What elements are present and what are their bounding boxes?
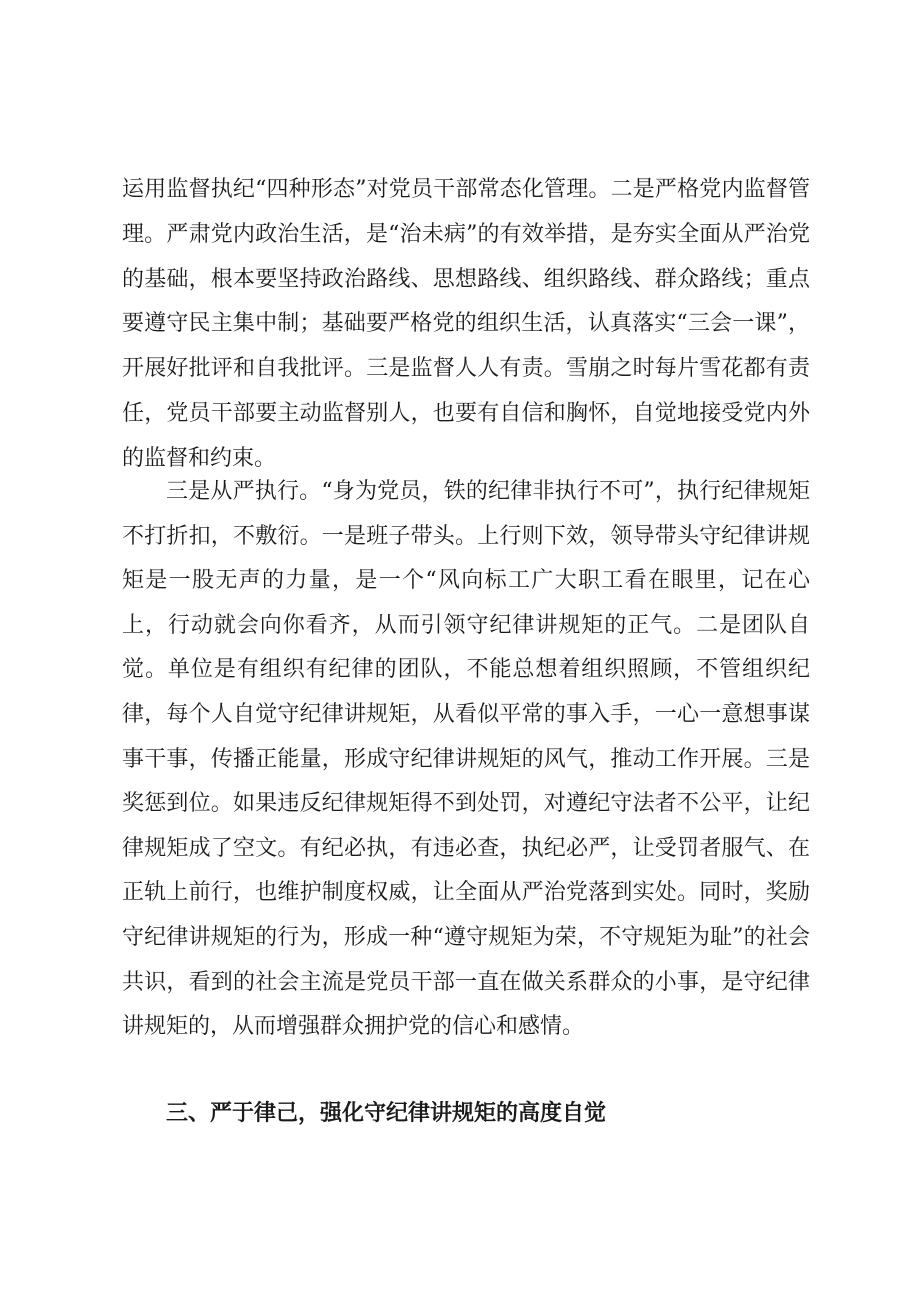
- body-paragraph: 运用监督执纪“四种形态”对党员干部常态化管理。二是严格党内监督管理。严肃党内政治生活，是“治未病”的有效举措，是夯实全面从严治党的基础，根本要坚持政治路线、思想路线、组织路线、群众路线；重点要遵守民主集中制；基础要严格党的组织生活，认真落实“三会一课”，开展好批评和自我批评。三是监督人人有责。雪崩之时每片雪花都有责任，党员干部要主动监督别人，也要有自信和胸怀，自觉地接受党内外的监督和约束。: [122, 177, 810, 471]
- body-paragraph: 三是从严执行。“身为党员，铁的纪律非执行不可”，执行纪律规矩不打折扣，不敷衍。一是班子带头。上行则下效，领导带头守纪律讲规矩是一股无声的力量，是一个“风向标工广大职工看在眼里，记在心上，行动就会向你看齐，从而引领守纪律讲规矩的正气。二是团队自觉。单位是有组织有纪律的团队，不能总想着组织照顾，不管组织纪律，每个人自觉守纪律讲规矩，从看似平常的事入手，一心一意想事谋事干事，传播正能量，形成守纪律讲规矩的风气，推动工作开展。三是奖惩到位。如果违反纪律规矩得不到处罚，对遵纪守法者不公平，让纪律规矩成了空文。有纪必执，有违必查，执纪必严，让受罚者服气、在正轨上前行，也维护制度权威，让全面从严治党落到实处。同时，奖励守纪律讲规矩的行为，形成一种“遵守规矩为荣，不守规矩为耻”的社会共识，看到的社会主流是党员干部一直在做关系群众的小事，是守纪律讲规矩的，从而增强群众拥护党的信心和感情。: [122, 479, 810, 1040]
- section-heading: 三、严于律己，强化守纪律讲规矩的高度自觉: [166, 1101, 607, 1126]
